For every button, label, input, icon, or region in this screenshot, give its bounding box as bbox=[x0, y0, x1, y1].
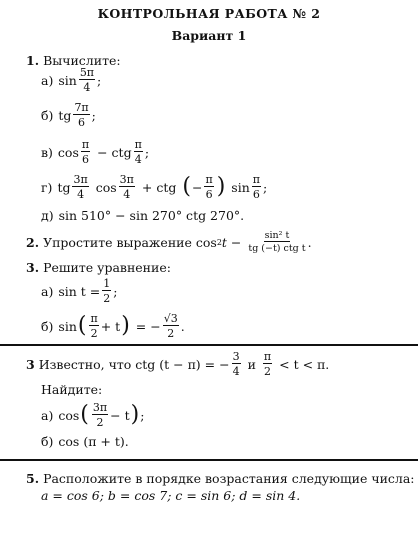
item-label: в) bbox=[41, 144, 53, 160]
task4-a: а) cos ( $\frac{3\pi}{2}$ − t ) ; bbox=[41, 401, 145, 429]
expression: a = cos 6; b = cos 7; c = sin 6; d = sin 4. bbox=[41, 487, 301, 503]
item-label: б) bbox=[41, 318, 54, 334]
task-text: Упростите выражение cos bbox=[43, 234, 217, 250]
task1-a: а) sin $\frac{5\pi}{4}$ ; bbox=[41, 66, 102, 94]
task-text: Расположите в порядке возрастания следующие числа: bbox=[43, 470, 415, 486]
divider bbox=[0, 344, 418, 346]
task-text: Решите уравнение: bbox=[43, 259, 171, 275]
task3-b: б) sin ( $\frac{\pi}{2}$ + t ) = − $\frac{√3}{2}$ . bbox=[41, 312, 185, 340]
variant-title: Вариант 1 bbox=[171, 28, 247, 43]
fraction: $\frac{5\pi}{4}$ bbox=[79, 66, 95, 94]
item-label: г) bbox=[41, 179, 53, 195]
page-title: КОНТРОЛЬНАЯ РАБОТА № 2 bbox=[97, 6, 321, 21]
fraction: $\frac{\text{sin² t}}{\text{tg (−t) ctg t}}$ bbox=[248, 229, 306, 254]
task4-heading: 3 Известно, что ctg (t − π) = − $\frac{3}{4}$ и $\frac{\pi}{2}$ < t < π. bbox=[26, 350, 330, 378]
task3-a: а) sin t = $\frac{1}{2}$ ; bbox=[41, 277, 118, 305]
task1-d: г) tg $\frac{3\pi}{4}$ cos $\frac{3\pi}{4}$ + ctg ( − $\frac{\pi}{6}$ ) sin $\frac{\pi}{6}$ ; bbox=[41, 173, 268, 201]
item-label: а) bbox=[41, 72, 54, 88]
task2: 2. Упростите выражение cos 2 t − $\frac{\text{sin² t}}{\text{tg (−t) ctg t}}$ . bbox=[26, 229, 312, 254]
item-label: а) bbox=[41, 407, 54, 423]
task4-b bbox=[41, 424, 129, 458]
task5-values bbox=[41, 478, 300, 512]
item-label: а) bbox=[41, 283, 54, 299]
task-text: Вычислите: bbox=[43, 52, 121, 68]
task1-c: в) cos $\frac{\pi}{6}$ − ctg $\frac{\pi}{4}$ ; bbox=[41, 138, 150, 166]
task-number: 1. bbox=[26, 52, 40, 68]
fraction: $\frac{7\pi}{6}$ bbox=[74, 101, 89, 129]
task-number: 3. bbox=[26, 259, 40, 275]
task-number: 5. bbox=[26, 470, 40, 486]
task1-b: б) tg $\frac{7\pi}{6}$ ; bbox=[41, 101, 96, 129]
function: sin bbox=[58, 72, 77, 88]
item-label: б) bbox=[41, 433, 54, 449]
expression: sin 510° − sin 270° ctg 270°. bbox=[58, 207, 245, 223]
task-number: 2. bbox=[26, 234, 40, 250]
function: tg bbox=[58, 107, 72, 123]
expression: cos (π + t). bbox=[58, 433, 129, 449]
item-label: д) bbox=[41, 207, 54, 223]
task-text: Найдите: bbox=[41, 381, 103, 397]
task-number: 3 bbox=[26, 356, 35, 372]
task-text: Известно, что ctg (t − π) = − bbox=[38, 356, 230, 372]
item-label: б) bbox=[41, 107, 54, 123]
